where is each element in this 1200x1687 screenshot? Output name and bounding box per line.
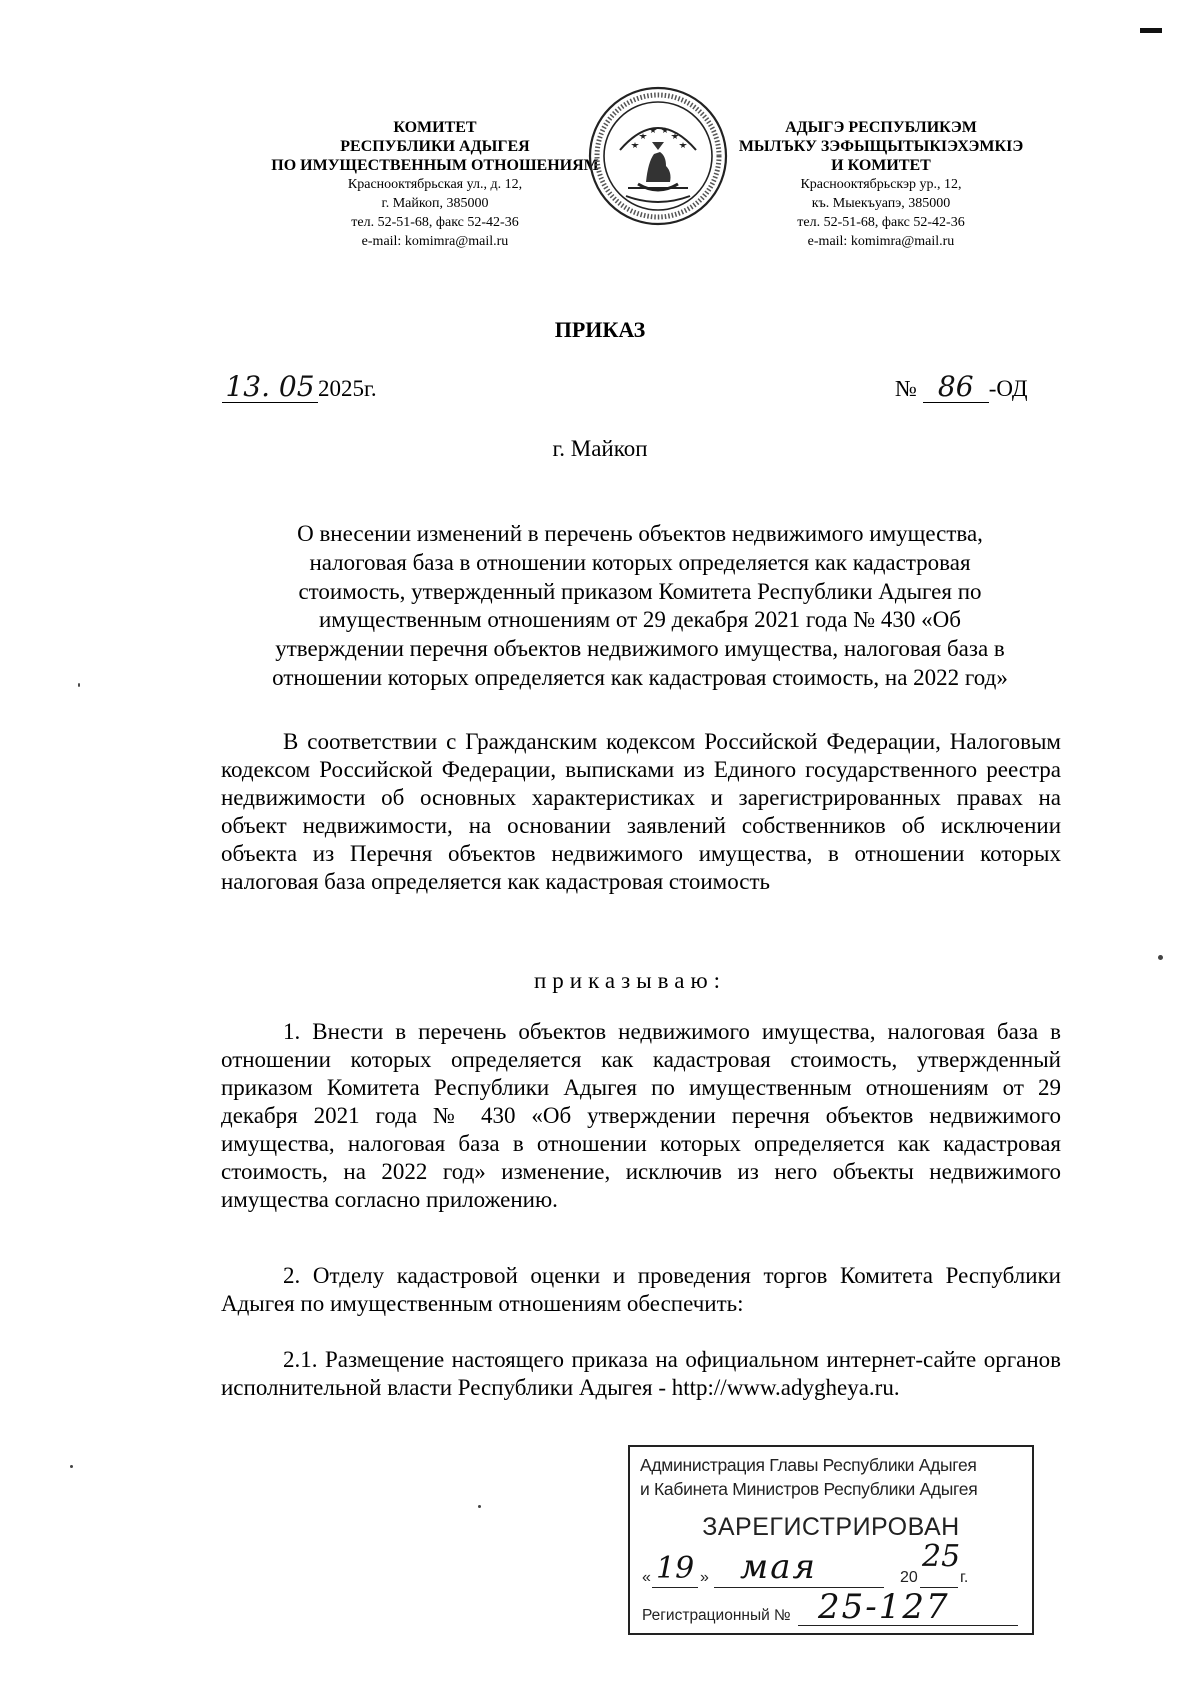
committee-name-ru-line-2: РЕСПУБЛИКИ АДЫГЕЯ bbox=[340, 138, 530, 155]
committee-name-ady-line-3: И КОМИТЕТ bbox=[831, 157, 931, 174]
subject-line: стоимость, утвержденный приказом Комитета Республики Адыгея по bbox=[298, 578, 982, 604]
stamp-date-row bbox=[642, 1539, 1022, 1591]
republic-emblem-icon bbox=[586, 84, 730, 228]
subject-line: налоговая база в отношении которых определяется как кадастровая bbox=[309, 549, 971, 575]
stamp-handwritten-month: мая bbox=[740, 1547, 817, 1587]
committee-name-ru-line-3: ПО ИМУЩЕСТВЕННЫМ ОТНОШЕНИЯМ bbox=[271, 157, 599, 174]
stamp-handwritten-reg-number: 25-127 bbox=[818, 1587, 950, 1627]
committee-name-ady-line-1: АДЫГЭ РЕСПУБЛИКЭМ bbox=[785, 119, 977, 136]
stamp-handwritten-day: 19 bbox=[656, 1551, 695, 1586]
committee-address-ady-line-1: Краснооктябрьскэр ур., 12, bbox=[800, 177, 962, 192]
handwritten-date: 13. 05 bbox=[222, 372, 318, 403]
committee-address-ru-line-2: г. Майкоп, 385000 bbox=[381, 196, 489, 211]
stamp-reg-row bbox=[642, 1587, 1027, 1629]
committee-email-ru: e-mail: komimra@mail.ru bbox=[361, 234, 509, 249]
document-date bbox=[222, 372, 377, 403]
stamp-year-suffix: г. bbox=[960, 1569, 969, 1586]
date-year: 2025г. bbox=[318, 376, 377, 401]
scan-speck bbox=[78, 683, 80, 687]
order-word: приказываю: bbox=[533, 968, 727, 993]
subject-line: отношении которых определяется как кадастровая стоимость, на 2022 год» bbox=[272, 664, 1008, 690]
committee-phone-ady: тел. 52-51-68, факс 52-42-36 bbox=[797, 215, 965, 230]
number-sign: № bbox=[895, 376, 917, 401]
committee-name-ru-line-1: КОМИТЕТ bbox=[393, 119, 477, 136]
registration-stamp bbox=[628, 1445, 1034, 1635]
stamp-reg-label: Регистрационный № bbox=[642, 1607, 791, 1624]
stamp-handwritten-year: 25 bbox=[922, 1539, 961, 1574]
scan-speck bbox=[1158, 955, 1163, 960]
document-number bbox=[895, 372, 1028, 403]
subject-line: утверждении перечня объектов недвижимого имущества, налоговая база в bbox=[275, 636, 1005, 662]
stamp-registered: ЗАРЕГИСТРИРОВАН bbox=[702, 1513, 960, 1541]
number-suffix: -ОД bbox=[988, 376, 1028, 401]
committee-address-ady-line-2: къ. Мыекъуапэ, 385000 bbox=[811, 196, 951, 211]
header-right-block bbox=[716, 118, 1046, 251]
stamp-year-prefix: 20 bbox=[900, 1569, 918, 1586]
stamp-org-line-2: и Кабинета Министров Республики Адыгея bbox=[640, 1479, 978, 1499]
scan-mark bbox=[1140, 28, 1162, 33]
order-item-2: 2. Отделу кадастровой оценки и проведения торгов Комитета Республики Адыгея по имущественным отношениям обеспечить: bbox=[221, 1263, 1061, 1316]
order-item-2-1: 2.1. Размещение настоящего приказа на официальном интернет-сайте органов исполнительной власти Республики Адыгея - http://www.adygheya.ru. bbox=[221, 1347, 1061, 1400]
committee-email-ady: e-mail: komimra@mail.ru bbox=[807, 234, 955, 249]
header-left-block bbox=[270, 118, 600, 251]
subject-line: О внесении изменений в перечень объектов недвижимого имущества, bbox=[297, 521, 983, 546]
subject-line: имущественным отношениям от 29 декабря 2021 года № 430 «Об bbox=[319, 607, 961, 633]
document-city: г. Майкоп bbox=[552, 436, 648, 461]
stamp-org-line-1: Администрация Главы Республики Адыгея bbox=[640, 1455, 977, 1475]
committee-phone-ru: тел. 52-51-68, факс 52-42-36 bbox=[351, 215, 519, 230]
committee-address-ru-line-1: Краснооктябрьская ул., д. 12, bbox=[347, 177, 523, 192]
committee-name-ady-line-2: МЫЛЪКУ ЗЭФЫЩЫТЫКІЭХЭМКІЭ bbox=[738, 138, 1024, 155]
scan-speck bbox=[70, 1465, 73, 1468]
stamp-quote-close: » bbox=[700, 1569, 709, 1586]
handwritten-number: 86 bbox=[923, 372, 989, 403]
stamp-quote-open: « bbox=[642, 1569, 651, 1586]
document-subject bbox=[220, 520, 1060, 693]
document-title: ПРИКАЗ bbox=[554, 317, 646, 342]
preamble-paragraph: В соответствии с Гражданским кодексом Российской Федерации, Налоговым кодексом Российской Федерации, выписками из Единого государственного реестра недвижимости об основных характеристиках и зарегистрированных правах на объект недвижимости, на основании заявлений собственников об исключении объекта из Перечня объектов недвижимого имущества, в отношении которых налоговая база определяется как кадастровая стоимость bbox=[221, 729, 1061, 894]
scan-speck bbox=[478, 1505, 481, 1508]
order-item-1: 1. Внести в перечень объектов недвижимого имущества, налоговая база в отношении которых определяется как кадастровая стоимость, утвержденный приказом Комитета Республики Адыгея по имущественным отношениям от 29 декабря 2021 года № 430 «Об утверждении перечня объектов недвижимого имущества, налоговая база в отношении которых определяется как кадастровая стоимость, на 2022 год» изменение, исключив из него объекты недвижимого имущества согласно приложению. bbox=[221, 1019, 1061, 1212]
